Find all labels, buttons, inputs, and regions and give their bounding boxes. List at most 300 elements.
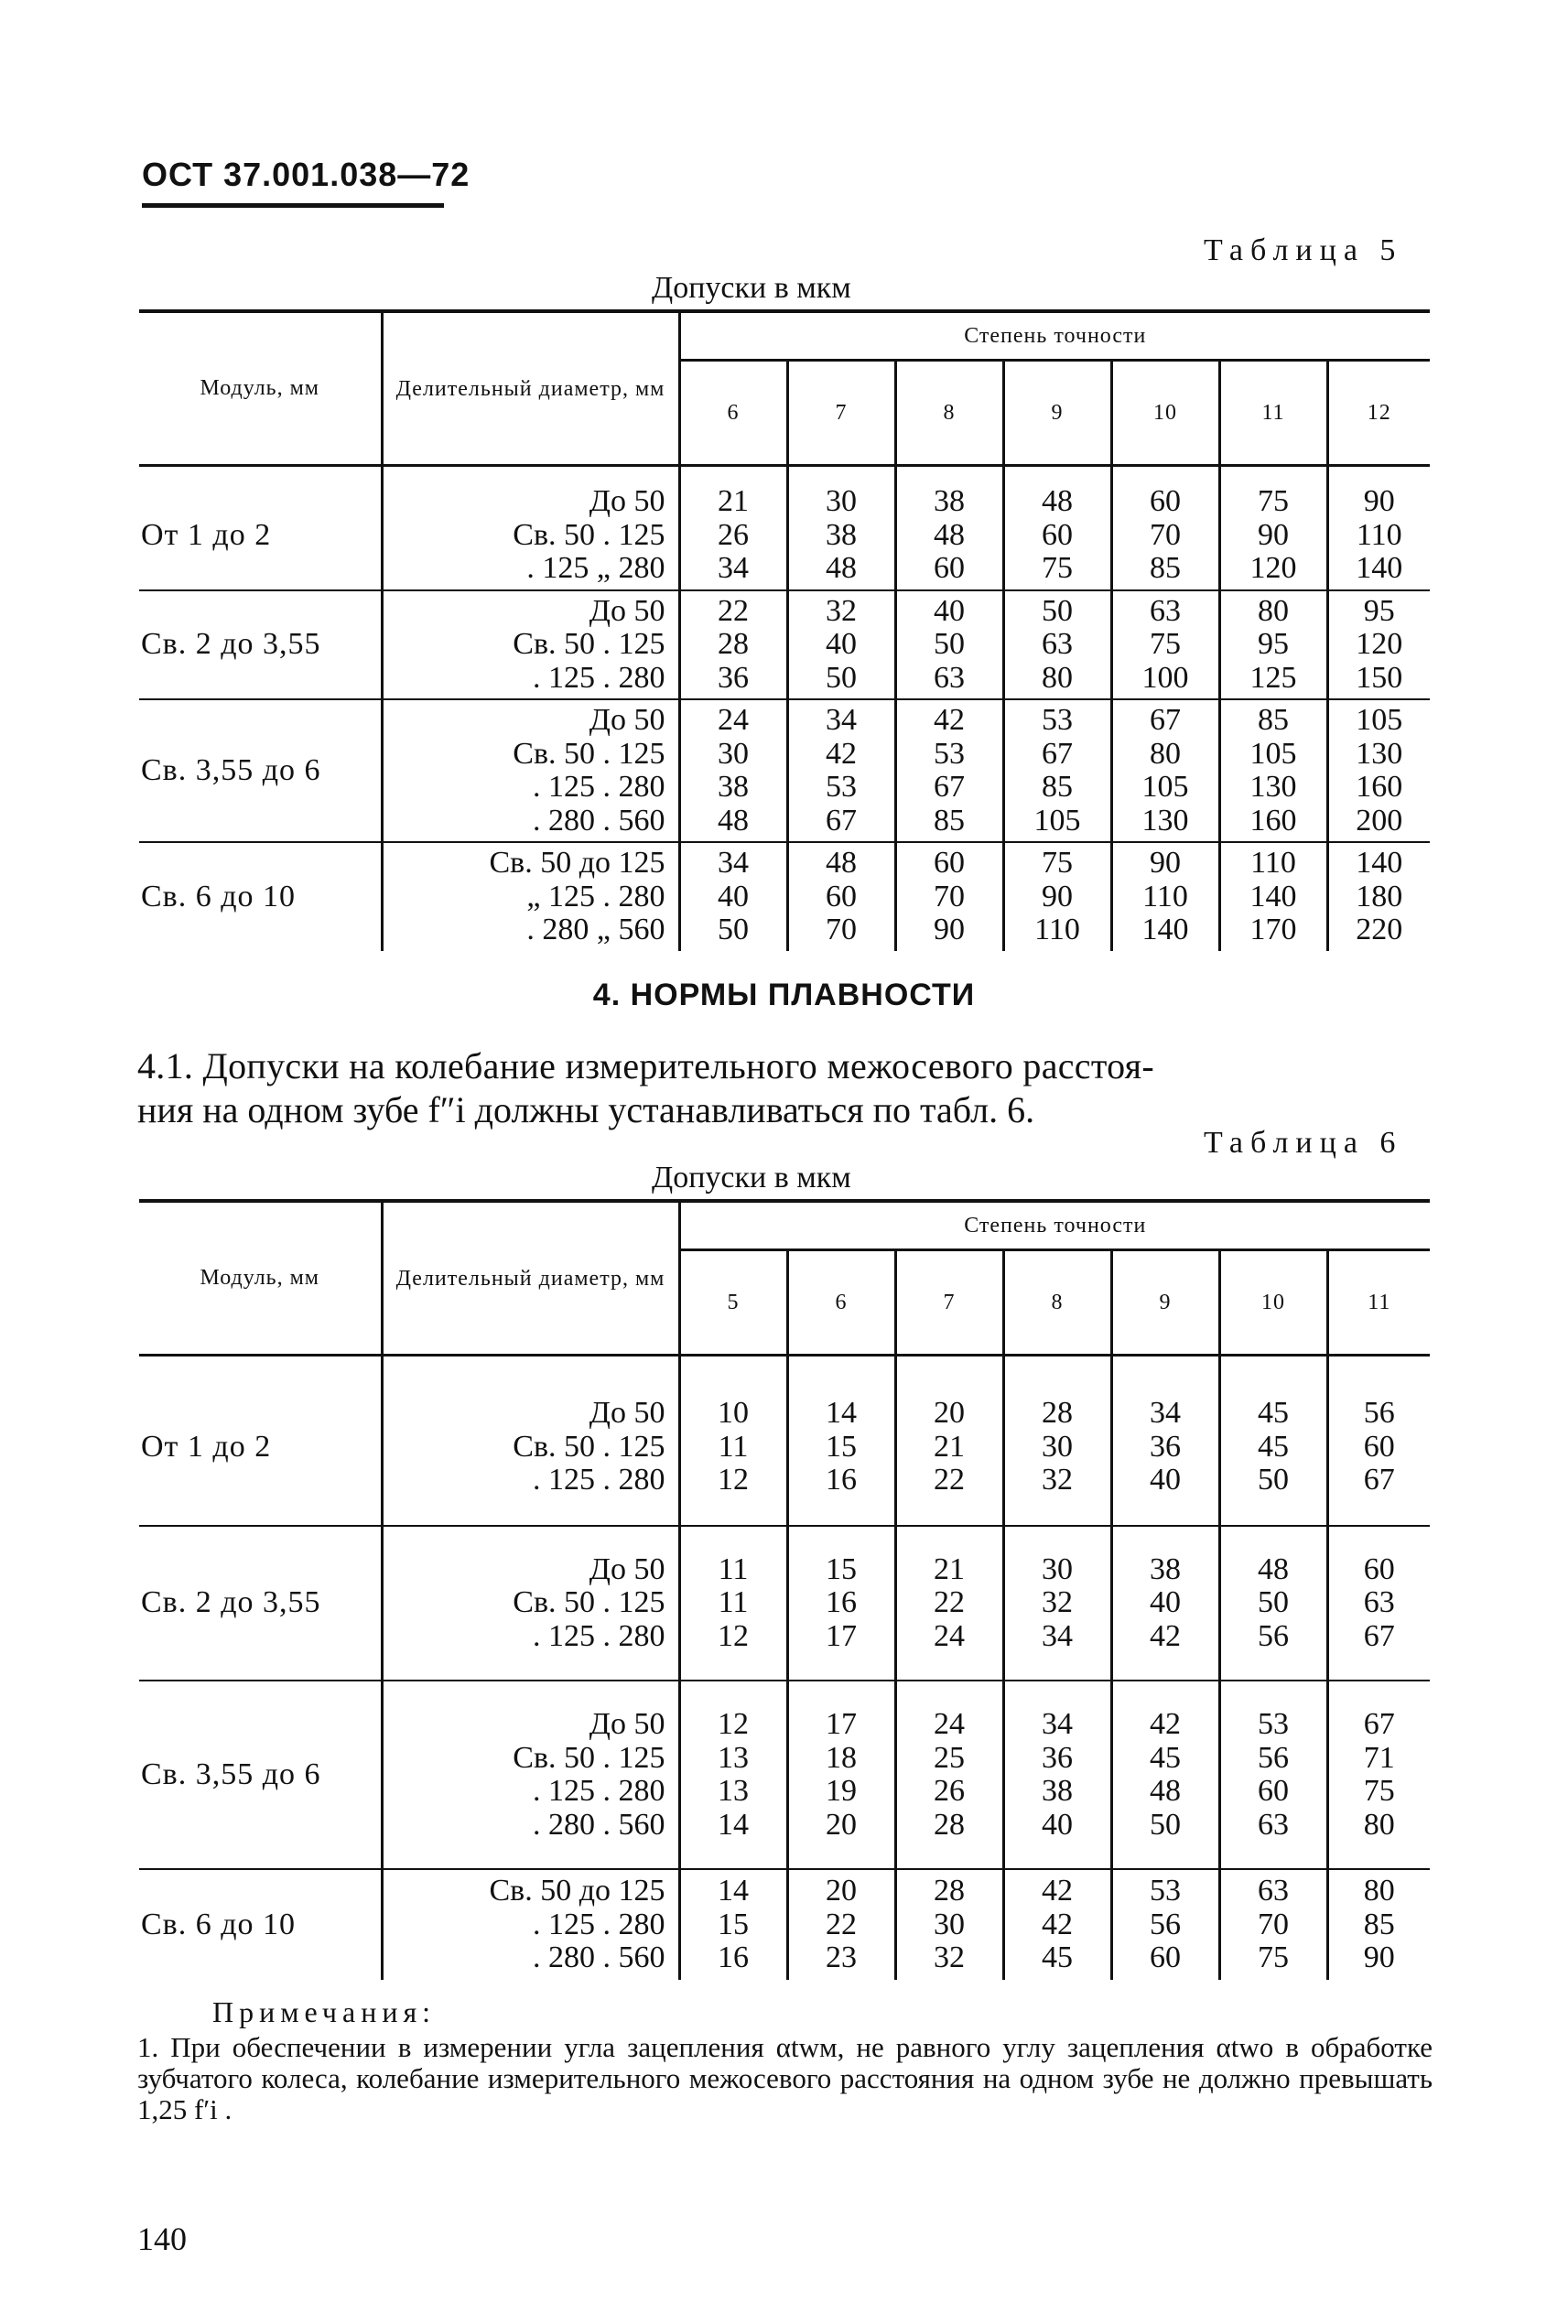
tolerance-value: 67 bbox=[826, 803, 857, 838]
tolerance-value: 56 bbox=[1258, 1618, 1289, 1653]
diameter-value: . 280 . 560 bbox=[533, 1940, 665, 1974]
header-degree-8: 8 bbox=[895, 361, 1003, 466]
tolerance-value: 53 bbox=[826, 770, 857, 804]
table-row bbox=[139, 1681, 1430, 1869]
tolerance-value: 48 bbox=[826, 551, 857, 585]
tolerance-value: 60 bbox=[1150, 1940, 1181, 1974]
tolerance-value: 70 bbox=[1258, 1907, 1289, 1941]
tolerance-cell bbox=[1111, 699, 1219, 842]
module-cell: Св. 3,55 до 6 bbox=[139, 1681, 382, 1869]
tolerance-value: 30 bbox=[718, 736, 749, 771]
tolerance-value: 90 bbox=[1042, 879, 1073, 913]
module-cell: От 1 до 2 bbox=[141, 1429, 272, 1464]
header-diameter: Делительный диаметр, мм bbox=[382, 311, 679, 466]
tolerance-value: 75 bbox=[1258, 1940, 1289, 1974]
tolerance-cell bbox=[1111, 842, 1219, 951]
tolerance-value: 60 bbox=[934, 551, 965, 585]
tolerance-value: 13 bbox=[718, 1774, 749, 1808]
tolerance-value: 95 bbox=[1363, 593, 1395, 628]
tolerance-cell bbox=[1219, 1869, 1327, 1980]
tolerance-value: 36 bbox=[1150, 1429, 1181, 1464]
diameter-value: Св. 50 . 125 bbox=[513, 1585, 665, 1619]
tolerance-value: 80 bbox=[1363, 1807, 1395, 1842]
tolerance-value: 56 bbox=[1258, 1740, 1289, 1775]
tolerance-value: 53 bbox=[1042, 703, 1073, 737]
diameter-value: Св. 50 . 125 bbox=[513, 517, 665, 552]
tolerance-value: 30 bbox=[1042, 1429, 1073, 1464]
diameter-value: До 50 bbox=[589, 1551, 665, 1586]
note-1: 1. При обеспечении в измерении угла зацепления αtwм, не равного углу зацепления αtwo в обработке зубчатого колеса, колебание измерительного межосевого расстояния на одном зубе не должно превышать 1,25 f′i . bbox=[137, 2031, 1433, 2125]
header-degree-10: 10 bbox=[1111, 361, 1219, 466]
tolerance-cell bbox=[895, 842, 1003, 951]
diameter-cell bbox=[382, 481, 679, 590]
tolerance-value: 105 bbox=[1249, 736, 1297, 771]
tolerance-value: 18 bbox=[826, 1740, 857, 1775]
tolerance-value: 34 bbox=[718, 846, 749, 880]
tolerance-value: 38 bbox=[1150, 1551, 1181, 1586]
diameter-value: Св. 50 . 125 bbox=[513, 1429, 665, 1464]
tolerance-value: 75 bbox=[1042, 551, 1073, 585]
diameter-value: . 125 „ 280 bbox=[526, 551, 665, 585]
diameter-value: Св. 50 . 125 bbox=[513, 736, 665, 771]
tolerance-value: 20 bbox=[934, 1396, 965, 1430]
tolerance-value: 24 bbox=[934, 1707, 965, 1741]
tolerance-value: 48 bbox=[826, 846, 857, 880]
tolerance-value: 120 bbox=[1356, 627, 1403, 661]
tolerance-cell bbox=[895, 1681, 1003, 1869]
document-code: ОСТ 37.001.038—72 bbox=[142, 156, 470, 193]
tolerance-cell bbox=[1327, 590, 1430, 700]
tolerance-value: 17 bbox=[826, 1707, 857, 1741]
tolerance-cell bbox=[1003, 842, 1111, 951]
tolerance-value: 53 bbox=[1150, 1874, 1181, 1908]
tolerance-value: 60 bbox=[826, 879, 857, 913]
tolerance-value: 75 bbox=[1042, 846, 1073, 880]
tolerance-value: 67 bbox=[1042, 736, 1073, 771]
diameter-cell bbox=[382, 590, 679, 700]
header-degree-group: Степень точности bbox=[679, 311, 1430, 361]
tolerance-value: 60 bbox=[1150, 484, 1181, 518]
tolerance-value: 70 bbox=[934, 879, 965, 913]
table6-label: Таблица 6 bbox=[1204, 1126, 1403, 1160]
tolerance-value: 85 bbox=[1150, 551, 1181, 585]
tolerance-value: 50 bbox=[1258, 1463, 1289, 1497]
header-degree-7: 7 bbox=[787, 361, 895, 466]
tolerance-value: 42 bbox=[934, 703, 965, 737]
tolerance-cell bbox=[895, 1526, 1003, 1681]
tolerance-value: 56 bbox=[1150, 1907, 1181, 1941]
tolerance-cell bbox=[1327, 1869, 1430, 1980]
table5 bbox=[139, 309, 1430, 951]
diameter-cell bbox=[382, 1869, 679, 1980]
notes-title: Примечания: bbox=[212, 1995, 437, 2028]
tolerance-value: 140 bbox=[1141, 913, 1189, 946]
module-cell: Св. 2 до 3,55 bbox=[139, 1526, 382, 1681]
header-degree-10: 10 bbox=[1219, 1250, 1327, 1356]
tolerance-value: 30 bbox=[1042, 1551, 1073, 1586]
diameter-value: . 125 . 280 bbox=[533, 1463, 665, 1497]
tolerance-value: 90 bbox=[1363, 1940, 1395, 1974]
tolerance-value: 11 bbox=[718, 1585, 749, 1619]
tolerance-cell bbox=[1327, 699, 1430, 842]
tolerance-cell bbox=[1111, 1869, 1219, 1980]
tolerance-value: 95 bbox=[1258, 627, 1289, 661]
table-row bbox=[139, 699, 1430, 842]
table5-label: Таблица 5 bbox=[1204, 233, 1403, 267]
tolerance-value: 90 bbox=[1363, 484, 1395, 518]
tolerance-cell bbox=[1111, 1526, 1219, 1681]
tolerance-value: 24 bbox=[718, 703, 749, 737]
tolerance-value: 110 bbox=[1356, 517, 1402, 552]
tolerance-value: 28 bbox=[934, 1874, 965, 1908]
tolerance-value: 80 bbox=[1258, 593, 1289, 628]
tolerance-value: 90 bbox=[1258, 517, 1289, 552]
tolerance-value: 10 bbox=[718, 1396, 749, 1430]
tolerance-value: 63 bbox=[1150, 593, 1181, 628]
tolerance-value: 42 bbox=[1042, 1874, 1073, 1908]
tolerance-value: 12 bbox=[718, 1618, 749, 1653]
tolerance-value: 130 bbox=[1249, 770, 1297, 804]
tolerance-cell bbox=[1003, 699, 1111, 842]
diameter-value: . 280 . 560 bbox=[533, 1807, 665, 1842]
tolerance-value: 67 bbox=[1363, 1707, 1395, 1741]
tolerance-value: 21 bbox=[934, 1429, 965, 1464]
header-degree-5: 5 bbox=[679, 1250, 787, 1356]
tolerance-value: 34 bbox=[826, 703, 857, 737]
tolerance-value: 24 bbox=[934, 1618, 965, 1653]
tolerance-cell bbox=[1219, 1681, 1327, 1869]
tolerance-value: 150 bbox=[1356, 660, 1403, 695]
diameter-value: . 280 . 560 bbox=[533, 803, 665, 838]
tolerance-value: 11 bbox=[718, 1429, 749, 1464]
tolerance-cell bbox=[787, 590, 895, 700]
tolerance-cell bbox=[787, 699, 895, 842]
tolerance-value: 105 bbox=[1356, 703, 1403, 737]
tolerance-cell bbox=[1111, 590, 1219, 700]
tolerance-cell bbox=[679, 842, 787, 951]
tolerance-cell bbox=[787, 1369, 895, 1526]
tolerance-value: 140 bbox=[1356, 551, 1403, 585]
tolerance-value: 80 bbox=[1150, 736, 1181, 771]
tolerance-cell bbox=[1003, 1869, 1111, 1980]
header-degree-9: 9 bbox=[1003, 361, 1111, 466]
tolerance-value: 22 bbox=[826, 1907, 857, 1941]
tolerance-cell bbox=[1111, 1681, 1219, 1869]
module-cell: От 1 до 2 bbox=[141, 517, 272, 552]
tolerance-value: 21 bbox=[934, 1551, 965, 1586]
tolerance-value: 32 bbox=[1042, 1463, 1073, 1497]
tolerance-value: 28 bbox=[1042, 1396, 1073, 1430]
tolerance-cell bbox=[1003, 1526, 1111, 1681]
table-row bbox=[139, 481, 1430, 590]
diameter-cell bbox=[382, 1369, 679, 1526]
diameter-value: . 125 . 280 bbox=[533, 770, 665, 804]
tolerance-value: 220 bbox=[1356, 913, 1403, 946]
tolerance-value: 48 bbox=[718, 803, 749, 838]
diameter-value: До 50 bbox=[589, 703, 665, 737]
tolerance-value: 21 bbox=[718, 484, 749, 518]
tolerance-value: 14 bbox=[718, 1807, 749, 1842]
tolerance-cell bbox=[1219, 590, 1327, 700]
module-cell: Св. 2 до 3,55 bbox=[139, 590, 382, 700]
tolerance-value: 63 bbox=[1042, 627, 1073, 661]
tolerance-value: 53 bbox=[934, 736, 965, 771]
tolerance-value: 34 bbox=[1042, 1618, 1073, 1653]
tolerance-value: 45 bbox=[1150, 1740, 1181, 1775]
tolerance-value: 40 bbox=[826, 627, 857, 661]
tolerance-value: 63 bbox=[1258, 1874, 1289, 1908]
tolerance-value: 11 bbox=[718, 1551, 749, 1586]
tolerance-value: 20 bbox=[826, 1807, 857, 1842]
tolerance-value: 12 bbox=[718, 1707, 749, 1741]
tolerance-cell bbox=[1327, 1526, 1430, 1681]
tolerance-cell bbox=[895, 1369, 1003, 1526]
tolerance-value: 40 bbox=[934, 593, 965, 628]
tolerance-value: 16 bbox=[826, 1463, 857, 1497]
header-degree-8: 8 bbox=[1003, 1250, 1111, 1356]
table6 bbox=[139, 1199, 1430, 1980]
tolerance-value: 90 bbox=[934, 913, 965, 946]
tolerance-cell bbox=[895, 699, 1003, 842]
tolerance-value: 45 bbox=[1258, 1396, 1289, 1430]
tolerance-value: 50 bbox=[1042, 593, 1073, 628]
tolerance-value: 67 bbox=[1150, 703, 1181, 737]
tolerance-value: 40 bbox=[1150, 1463, 1181, 1497]
tolerance-value: 38 bbox=[1042, 1774, 1073, 1808]
tolerance-value: 19 bbox=[826, 1774, 857, 1808]
tolerance-value: 60 bbox=[1363, 1551, 1395, 1586]
tolerance-value: 60 bbox=[1363, 1429, 1395, 1464]
tolerance-value: 85 bbox=[1363, 1907, 1395, 1941]
paragraph-line-2: ния на одном зубе f″i должны устанавливаться по табл. 6. bbox=[137, 1089, 1035, 1130]
tolerance-value: 48 bbox=[934, 517, 965, 552]
tolerance-cell bbox=[787, 481, 895, 590]
tolerance-value: 34 bbox=[718, 551, 749, 585]
diameter-value: Св. 50 до 125 bbox=[489, 846, 665, 880]
header-degree-group: Степень точности bbox=[679, 1201, 1430, 1250]
tolerance-value: 40 bbox=[1042, 1807, 1073, 1842]
tolerance-value: 130 bbox=[1141, 803, 1189, 838]
tolerance-value: 53 bbox=[1258, 1707, 1289, 1741]
tolerance-value: 32 bbox=[1042, 1585, 1073, 1619]
tolerance-value: 67 bbox=[1363, 1618, 1395, 1653]
tolerance-cell bbox=[1111, 1369, 1219, 1526]
tolerance-value: 56 bbox=[1363, 1396, 1395, 1430]
tolerance-value: 13 bbox=[718, 1740, 749, 1775]
tolerance-value: 63 bbox=[1258, 1807, 1289, 1842]
tolerance-value: 85 bbox=[1258, 703, 1289, 737]
tolerance-value: 38 bbox=[934, 484, 965, 518]
tolerance-value: 14 bbox=[826, 1396, 857, 1430]
tolerance-cell bbox=[1219, 842, 1327, 951]
header-degree-6: 6 bbox=[679, 361, 787, 466]
tolerance-cell bbox=[1327, 481, 1430, 590]
tolerance-value: 60 bbox=[1042, 517, 1073, 552]
tolerance-value: 130 bbox=[1356, 736, 1403, 771]
diameter-value: „ 125 . 280 bbox=[526, 879, 665, 913]
tolerance-value: 16 bbox=[718, 1940, 749, 1974]
tolerance-value: 28 bbox=[934, 1807, 965, 1842]
header-rule bbox=[142, 203, 444, 208]
diameter-cell bbox=[382, 699, 679, 842]
tolerance-value: 32 bbox=[934, 1940, 965, 1974]
tolerance-value: 48 bbox=[1042, 484, 1073, 518]
tolerance-cell bbox=[1327, 1681, 1430, 1869]
tolerance-cell bbox=[679, 1869, 787, 1980]
tolerance-value: 120 bbox=[1249, 551, 1297, 585]
tolerance-cell bbox=[1003, 481, 1111, 590]
tolerance-value: 180 bbox=[1356, 879, 1403, 913]
tolerance-cell bbox=[787, 1681, 895, 1869]
tolerance-value: 70 bbox=[1150, 517, 1181, 552]
tolerance-value: 140 bbox=[1356, 846, 1403, 880]
diameter-value: До 50 bbox=[589, 1396, 665, 1430]
diameter-value: Св. 50 до 125 bbox=[489, 1874, 665, 1908]
tolerance-cell bbox=[787, 842, 895, 951]
tolerance-value: 75 bbox=[1363, 1774, 1395, 1808]
tolerance-value: 80 bbox=[1363, 1874, 1395, 1908]
diameter-value: . 125 . 280 bbox=[533, 1618, 665, 1653]
diameter-value: Св. 50 . 125 bbox=[513, 627, 665, 661]
tolerance-value: 14 bbox=[718, 1874, 749, 1908]
tolerance-value: 42 bbox=[1150, 1707, 1181, 1741]
header-degree-9: 9 bbox=[1111, 1250, 1219, 1356]
tolerance-value: 160 bbox=[1356, 770, 1403, 804]
tolerance-value: 30 bbox=[826, 484, 857, 518]
tolerance-cell bbox=[1219, 1526, 1327, 1681]
tolerance-cell bbox=[895, 1869, 1003, 1980]
tolerance-cell bbox=[1327, 842, 1430, 951]
header-degree-11: 11 bbox=[1219, 361, 1327, 466]
table-row bbox=[139, 1369, 1430, 1526]
page-number: 140 bbox=[137, 2221, 187, 2257]
tolerance-value: 45 bbox=[1258, 1429, 1289, 1464]
tolerance-value: 48 bbox=[1150, 1774, 1181, 1808]
tolerance-cell bbox=[1219, 699, 1327, 842]
tolerance-value: 50 bbox=[826, 660, 857, 695]
tolerance-value: 32 bbox=[826, 593, 857, 628]
tolerance-value: 160 bbox=[1249, 803, 1297, 838]
tolerance-cell bbox=[679, 1369, 787, 1526]
tolerance-value: 22 bbox=[934, 1585, 965, 1619]
section-title: 4. НОРМЫ ПЛАВНОСТИ bbox=[592, 978, 976, 1012]
tolerance-value: 75 bbox=[1150, 627, 1181, 661]
tolerance-value: 17 bbox=[826, 1618, 857, 1653]
tolerance-cell bbox=[895, 481, 1003, 590]
tolerance-value: 60 bbox=[1258, 1774, 1289, 1808]
table-row bbox=[139, 590, 1430, 700]
tolerance-value: 16 bbox=[826, 1585, 857, 1619]
diameter-value: До 50 bbox=[589, 1707, 665, 1741]
tolerance-value: 36 bbox=[718, 660, 749, 695]
header-degree-6: 6 bbox=[787, 1250, 895, 1356]
table-row bbox=[139, 1869, 1430, 1980]
header-degree-11: 11 bbox=[1327, 1250, 1430, 1356]
tolerance-value: 48 bbox=[1258, 1551, 1289, 1586]
tolerance-value: 100 bbox=[1141, 660, 1189, 695]
tolerance-value: 200 bbox=[1356, 803, 1403, 838]
tolerance-cell bbox=[1219, 481, 1327, 590]
module-cell: Св. 6 до 10 bbox=[139, 842, 382, 951]
tolerance-value: 42 bbox=[1042, 1907, 1073, 1941]
tolerance-value: 70 bbox=[826, 913, 857, 946]
tolerance-value: 125 bbox=[1249, 660, 1297, 695]
tolerance-value: 50 bbox=[1258, 1585, 1289, 1619]
tolerance-value: 28 bbox=[718, 627, 749, 661]
diameter-cell bbox=[382, 842, 679, 951]
tolerance-value: 67 bbox=[934, 770, 965, 804]
diameter-value: . 125 . 280 bbox=[533, 1774, 665, 1808]
tolerance-cell bbox=[1327, 1369, 1430, 1526]
header-degree-12: 12 bbox=[1327, 361, 1430, 466]
module-cell: Св. 3,55 до 6 bbox=[139, 699, 382, 842]
tolerance-cell bbox=[787, 1526, 895, 1681]
diameter-cell bbox=[382, 1681, 679, 1869]
table6-caption: Допуски в мкм bbox=[652, 1161, 851, 1194]
diameter-cell bbox=[382, 1526, 679, 1681]
tolerance-value: 25 bbox=[934, 1740, 965, 1775]
tolerance-value: 50 bbox=[1150, 1807, 1181, 1842]
tolerance-value: 30 bbox=[934, 1907, 965, 1941]
diameter-value: До 50 bbox=[589, 484, 665, 518]
header-degree-7: 7 bbox=[895, 1250, 1003, 1356]
tolerance-value: 50 bbox=[718, 913, 749, 946]
tolerance-value: 90 bbox=[1150, 846, 1181, 880]
tolerance-value: 67 bbox=[1363, 1463, 1395, 1497]
tolerance-value: 110 bbox=[1142, 879, 1188, 913]
tolerance-cell bbox=[1003, 1681, 1111, 1869]
tolerance-value: 85 bbox=[1042, 770, 1073, 804]
tolerance-cell bbox=[679, 699, 787, 842]
diameter-value: . 280 „ 560 bbox=[526, 913, 665, 946]
tolerance-cell bbox=[1219, 1369, 1327, 1526]
tolerance-value: 140 bbox=[1249, 879, 1297, 913]
header-module: Модуль, мм bbox=[139, 1201, 382, 1356]
table-row bbox=[139, 1526, 1430, 1681]
tolerance-value: 105 bbox=[1141, 770, 1189, 804]
tolerance-value: 34 bbox=[1150, 1396, 1181, 1430]
tolerance-value: 38 bbox=[718, 770, 749, 804]
diameter-value: До 50 bbox=[589, 593, 665, 628]
tolerance-value: 22 bbox=[934, 1463, 965, 1497]
tolerance-cell bbox=[787, 1869, 895, 1980]
tolerance-value: 105 bbox=[1033, 803, 1081, 838]
tolerance-value: 34 bbox=[1042, 1707, 1073, 1741]
tolerance-value: 60 bbox=[934, 846, 965, 880]
tolerance-value: 110 bbox=[1034, 913, 1080, 946]
table-row bbox=[139, 842, 1430, 951]
module-cell: Св. 6 до 10 bbox=[139, 1869, 382, 1980]
tolerance-value: 71 bbox=[1363, 1740, 1395, 1775]
tolerance-cell bbox=[679, 1526, 787, 1681]
tolerance-cell bbox=[679, 590, 787, 700]
tolerance-value: 50 bbox=[934, 627, 965, 661]
tolerance-value: 23 bbox=[826, 1940, 857, 1974]
tolerance-value: 22 bbox=[718, 593, 749, 628]
diameter-value: Св. 50 . 125 bbox=[513, 1740, 665, 1775]
tolerance-value: 20 bbox=[826, 1874, 857, 1908]
tolerance-cell bbox=[895, 590, 1003, 700]
tolerance-value: 40 bbox=[1150, 1585, 1181, 1619]
tolerance-cell bbox=[1003, 590, 1111, 700]
tolerance-value: 80 bbox=[1042, 660, 1073, 695]
tolerance-value: 38 bbox=[826, 517, 857, 552]
tolerance-value: 63 bbox=[934, 660, 965, 695]
tolerance-value: 45 bbox=[1042, 1940, 1073, 1974]
tolerance-cell bbox=[1003, 1369, 1111, 1526]
tolerance-value: 36 bbox=[1042, 1740, 1073, 1775]
tolerance-value: 85 bbox=[934, 803, 965, 838]
